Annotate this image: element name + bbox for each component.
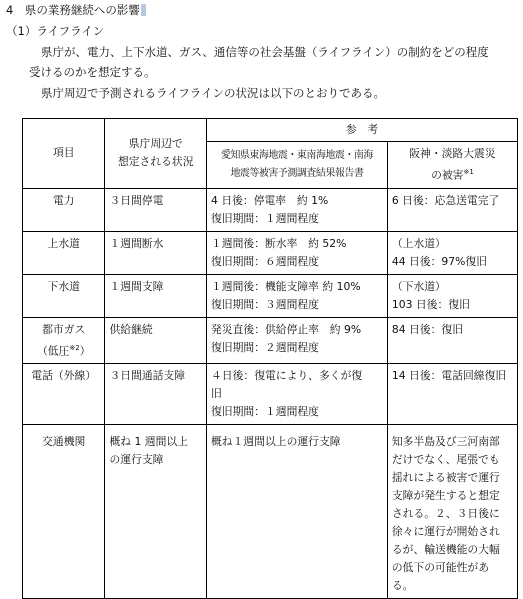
table-row — [23, 364, 518, 425]
header-ref2-line2: の被害$^{※1}$ — [431, 168, 474, 182]
table-row — [23, 274, 518, 317]
cell-ref1: １週間後：機能支障率 約 10% 復旧期間：３週間程度 — [207, 274, 388, 317]
paragraph-intro — [29, 42, 511, 82]
cell-item: 都市ガス （低圧$^{※2}$） — [23, 317, 105, 364]
transport-ref2-line: る。 — [391, 579, 414, 593]
table-row — [23, 188, 518, 231]
cell-assumed: 供給継続 — [105, 317, 207, 364]
cell-assumed: １週間支障 — [105, 274, 207, 317]
paragraph-status: 県庁周辺で予測されるライフラインの状況は以下のとおりである。 — [41, 86, 385, 100]
cell-item: 電力 — [23, 188, 105, 231]
header-assumed-line2: 想定される状況 — [117, 155, 194, 169]
cell-ref2: 84 日後：復旧 — [387, 317, 517, 364]
table-row — [23, 317, 518, 364]
cell-assumed: １週間断水 — [105, 231, 207, 274]
cell-ref2: 14 日後：電話回線復旧 — [387, 364, 517, 425]
cell-ref2: （上水道） 44 日後：97%復旧 — [387, 231, 517, 274]
header-ref2-line1: 阪神・淡路大震災 — [409, 147, 496, 160]
transport-ref2-line: の低下の可能性があ — [391, 561, 490, 575]
cell-item: 交通機関 — [23, 425, 105, 599]
header-item: 項目 — [23, 119, 105, 189]
text-cursor-highlight — [141, 4, 146, 16]
header-ref1-line2: 地震等被害予測調査結果報告書 — [230, 167, 364, 179]
cell-item: 電話（外線） — [23, 364, 105, 425]
transport-ref2-line: される。２、３日後に — [391, 507, 500, 521]
cell-item: 上水道 — [23, 231, 105, 274]
cell-ref2 — [387, 425, 517, 599]
cell-item: 下水道 — [23, 274, 105, 317]
header-ref2 — [387, 142, 517, 189]
paragraph-intro-line2: 受けるのかを想定する。 — [29, 65, 156, 79]
cell-ref2: （下水道） 103 日後：復旧 — [387, 274, 517, 317]
transport-ref2-line: だけでなく、尾張でも — [391, 453, 500, 467]
section-heading: 4 県の業務継続への影響 — [6, 2, 146, 18]
cell-ref1: ４日後：復電により、多くが復 旧 復旧期間：１週間程度 — [207, 364, 388, 425]
cell-assumed: ３日間停電 — [105, 188, 207, 231]
cell-ref2: 6 日後：応急送電完了 — [387, 188, 517, 231]
header-ref1-line1: 愛知県東海地震・東南海地震・南海 — [220, 149, 373, 161]
table-row — [23, 231, 518, 274]
paragraph-intro-line1: 県庁が、電力、上下水道、ガス、通信等の社会基盤（ライフライン）の制約をどの程度 — [41, 45, 489, 59]
cell-ref1: 4 日後：停電率 約 1% 復旧期間：１週間程度 — [207, 188, 388, 231]
header-ref1 — [207, 142, 388, 189]
header-assumed — [105, 119, 207, 189]
cell-ref1: １週間後：断水率 約 52% 復旧期間：６週間程度 — [207, 231, 388, 274]
transport-ref2-line: 揺れによる被害で運行 — [391, 471, 500, 485]
transport-ref2-line: るが、輸送機能の大幅 — [391, 543, 500, 557]
transport-ref2-line: 知多半島及び三河南部 — [391, 435, 500, 449]
header-reference: 参 考 — [207, 119, 518, 142]
header-assumed-line1: 県庁周辺で — [128, 137, 183, 151]
cell-ref1: 発災直後：供給停止率 約 9% 復旧期間：２週間程度 — [207, 317, 388, 364]
transport-ref2-line: 徐々に運行が開始され — [391, 525, 500, 539]
subsection-heading: （1）ライフライン — [6, 24, 105, 38]
cell-assumed: ３日間通話支障 — [105, 364, 207, 425]
cell-ref1: 概ね１週間以上の運行支障 — [207, 425, 388, 599]
transport-ref2-line: 支障が発生すると想定 — [391, 489, 500, 503]
cell-assumed: 概ね 1 週間以上 の運行支障 — [105, 425, 207, 599]
lifeline-table — [22, 118, 518, 599]
table-row — [23, 425, 518, 599]
table-header-row-1 — [23, 119, 518, 142]
